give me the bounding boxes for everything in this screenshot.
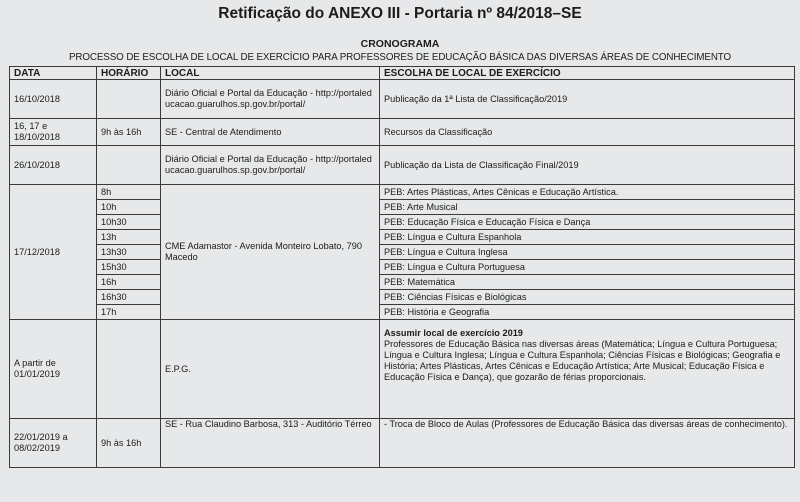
header-data: DATA [10,67,97,80]
cell-escolha [380,320,795,419]
cell-horario: 10h [97,200,161,215]
cell-horario: 10h30 [97,215,161,230]
cell-horario: 16h30 [97,290,161,305]
document-title: Retificação do ANEXO III - Portaria nº 84/2018–SE [218,5,582,22]
cell-data: 26/10/2018 [10,146,97,185]
table-row [10,320,795,419]
table-row [10,260,795,275]
cell-local: CME Adamastor - Avenida Monteiro Lobato, 790 Macedo [161,185,380,320]
table-row [10,290,795,305]
table-row [10,275,795,290]
header-local: LOCAL [161,67,380,80]
assumir-text: Professores de Educação Básica nas diversas áreas (Matemática; Língua e Cultura Portuguesa; Língua e Cultura Inglesa; Língua e Cultura Espanhola; Ciências Físicas e Biológicas; Geografia e História; Artes Plásticas, Artes Cênicas e Educação Artística; Arte Musical; Educação Física e Educação Física e Dança), que gozarão de férias proporcionais. [384,339,781,382]
cell-data: 17/12/2018 [10,185,97,320]
cell-local: SE - Rua Claudino Barbosa, 313 - Auditório Térreo [161,419,380,468]
cell-local: SE - Central de Atendimento [161,119,380,146]
cell-horario: 8h [97,185,161,200]
process-description: PROCESSO DE ESCOLHA DE LOCAL DE EXERCÍCIO PARA PROFESSORES DE EDUCAÇÃO BÁSICA DAS DIVERSAS ÁREAS DE CONHECIMENTO [68,52,732,63]
cell-local: Diário Oficial e Portal da Educação - http://portaleducacao.guarulhos.sp.gov.br/portal/ [161,146,380,185]
table-row [10,80,795,119]
table-row [10,146,795,185]
cell-horario [97,146,161,185]
schedule-table [9,66,795,468]
cell-horario: 9h às 16h [97,419,161,468]
table-row [10,230,795,245]
table-row [10,305,795,320]
cell-escolha: Publicação da 1ª Lista de Classificação/2019 [380,80,795,119]
cell-horario [97,80,161,119]
cell-horario: 16h [97,275,161,290]
cell-escolha: PEB: Matemática [380,275,795,290]
cell-data: 16, 17 e 18/10/2018 [10,119,97,146]
header-escolha: ESCOLHA DE LOCAL DE EXERCÍCIO [380,67,795,80]
cell-escolha: Publicação da Lista de Classificação Final/2019 [380,146,795,185]
header-horario: HORÁRIO [97,67,161,80]
cell-escolha: PEB: Língua e Cultura Portuguesa [380,260,795,275]
cell-horario [97,320,161,419]
cell-local: E.P.G. [161,320,380,419]
cell-escolha: - Troca de Bloco de Aulas (Professores de Educação Básica das diversas áreas de conhecimento). [380,419,795,468]
cell-data: 16/10/2018 [10,80,97,119]
table-header-row [10,67,795,80]
table-row [10,245,795,260]
cronograma-heading: CRONOGRAMA [360,38,440,50]
cell-escolha: PEB: Ciências Físicas e Biológicas [380,290,795,305]
cell-horario: 13h [97,230,161,245]
cell-horario: 13h30 [97,245,161,260]
table-row [10,215,795,230]
cell-data: 22/01/2019 a 08/02/2019 [10,419,97,468]
table-row [10,119,795,146]
table-row [10,419,795,468]
cell-local: Diário Oficial e Portal da Educação - http://portaleducacao.guarulhos.sp.gov.br/portal/ [161,80,380,119]
cell-data: A partir de 01/01/2019 [10,320,97,419]
cell-escolha: PEB: Língua e Cultura Inglesa [380,245,795,260]
cell-horario: 9h às 16h [97,119,161,146]
cell-escolha: PEB: Artes Plásticas, Artes Cênicas e Educação Artística. [380,185,795,200]
cell-horario: 15h30 [97,260,161,275]
cell-escolha: PEB: Língua e Cultura Espanhola [380,230,795,245]
cell-escolha: PEB: Educação Física e Educação Física e Dança [380,215,795,230]
table-row [10,200,795,215]
cell-escolha: PEB: História e Geografia [380,305,795,320]
cell-escolha: Recursos da Classificação [380,119,795,146]
cell-horario: 17h [97,305,161,320]
assumir-heading: Assumir local de exercício 2019 [384,328,523,338]
cell-escolha: PEB: Arte Musical [380,200,795,215]
table-row [10,185,795,200]
